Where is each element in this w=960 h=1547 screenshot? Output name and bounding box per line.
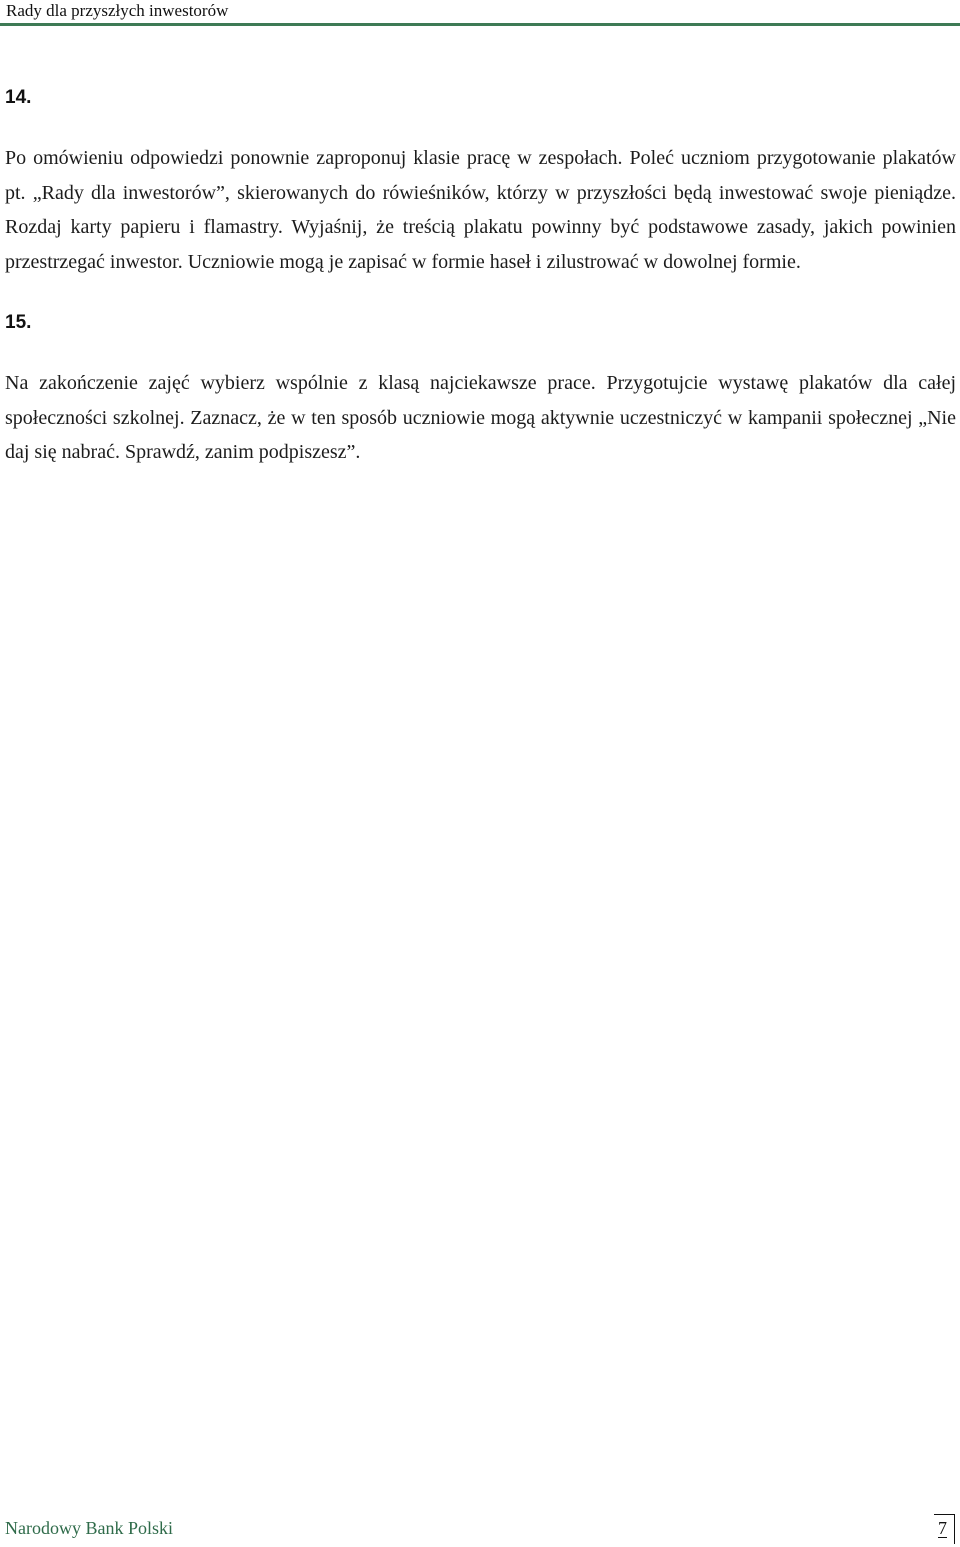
section-paragraph: Po omówieniu odpowiedzi ponownie zaproponuj klasie pracę w zespołach. Poleć uczniom przygotowanie plakatów pt. „Rady dla inwestorów”, skierowanych do rówieśników, którzy w przyszłości będą inwestować swoje pieniądze. Rozdaj karty papieru i flamastry. Wyjaśnij, że treścią plakatu powinny być podstawowe zasady, jakich powinien przestrzegać inwestor. Uczniowie mogą je zapisać w formie haseł i zilustrować w dowolnej formie. [5, 147, 956, 273]
section-paragraph: Na zakończenie zajęć wybierz wspólnie z klasą najciekawsze prace. Przygotujcie wystawę plakatów dla całej społeczności szkolnej. Zaznacz, że w ten sposób uczniowie mogą aktywnie uczestniczyć w kampanii społecznej „Nie daj się nabrać. Sprawdź, zanim podpiszesz”. [5, 372, 956, 463]
footer-page-divider [954, 1514, 955, 1544]
footer-organization: Narodowy Bank Polski [5, 1518, 173, 1538]
page-content [5, 78, 956, 494]
page-number: 7 [938, 1518, 947, 1538]
section-number: 14. [5, 87, 32, 108]
section-15 [5, 303, 956, 470]
running-header-title: Rady dla przyszłych inwestorów [6, 1, 229, 20]
section-14 [5, 78, 956, 279]
section-number: 15. [5, 312, 32, 333]
header-rule [0, 23, 960, 26]
footer-page-rule [934, 1514, 954, 1515]
